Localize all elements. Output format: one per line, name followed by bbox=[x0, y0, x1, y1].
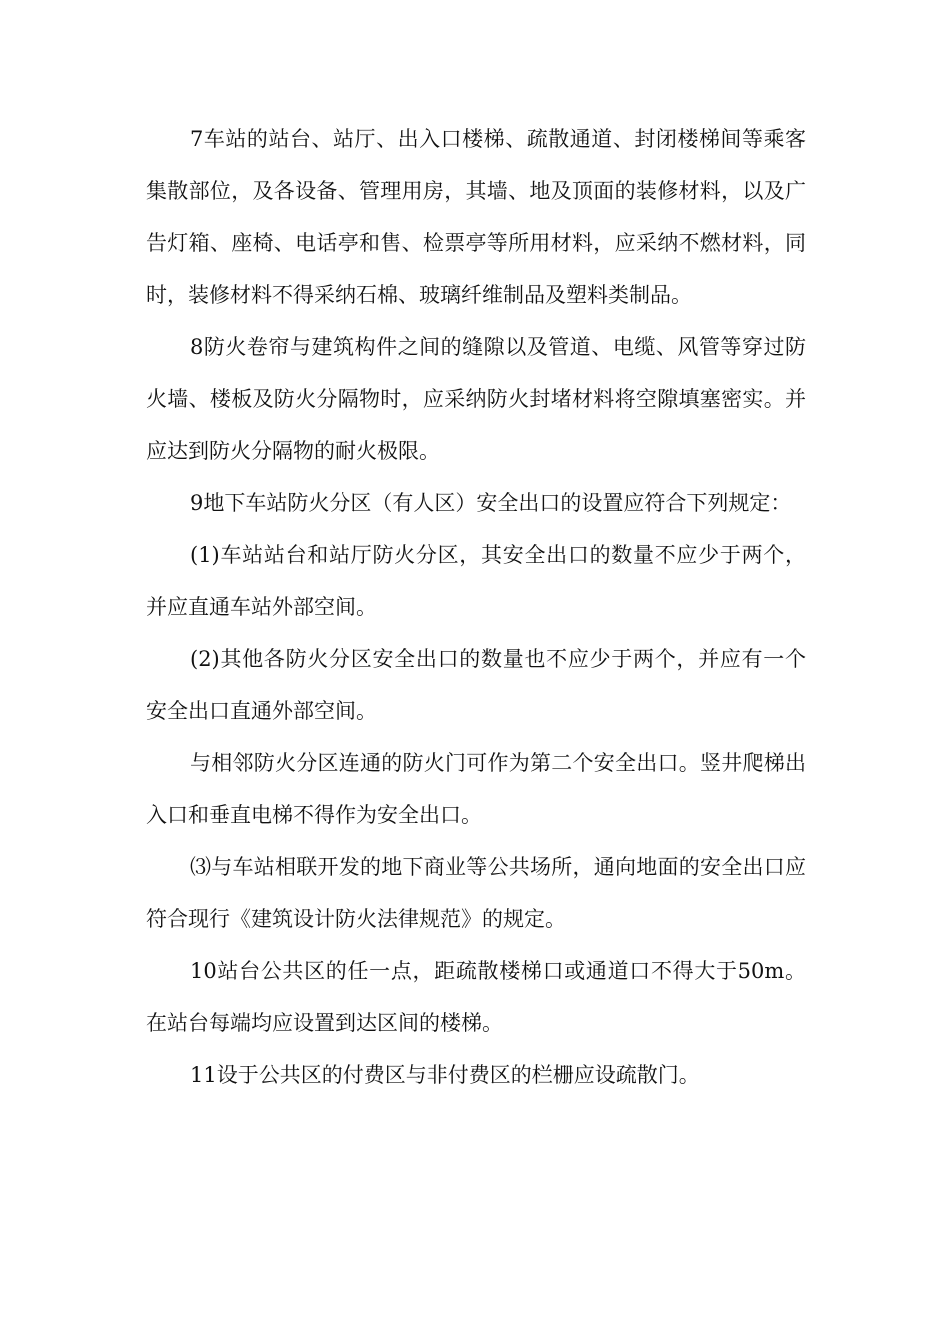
paragraph-9-item-3: ⑶与车站相联开发的地下商业等公共场所，通向地面的安全出口应符合现行《建筑设计防火法律规范》的规定。 bbox=[146, 855, 806, 931]
paragraph-9-item-2: (2)其他各防火分区安全出口的数量也不应少于两个，并应有一个安全出口直通外部空间。 bbox=[146, 647, 806, 723]
paragraph-10-evacuation-distance: 10站台公共区的任一点，距疏散楼梯口或通道口不得大于50m。在站台每端均应设置到达区间的楼梯。 bbox=[146, 959, 806, 1035]
paragraph-9-safety-exits: 9地下车站防火分区（有人区）安全出口的设置应符合下列规定： bbox=[190, 491, 792, 515]
paragraph-9-item-1: (1)车站站台和站厅防火分区，其安全出口的数量不应少于两个，并应直通车站外部空间。 bbox=[146, 543, 806, 619]
paragraph-9-item-2-note: 与相邻防火分区连通的防火门可作为第二个安全出口。竖井爬梯出入口和垂直电梯不得作为安全出口。 bbox=[146, 751, 806, 827]
document-body bbox=[146, 113, 806, 1101]
paragraph-7-decoration-materials: 7车站的站台、站厅、出入口楼梯、疏散通道、封闭楼梯间等乘客集散部位，及各设备、管理用房，其墙、地及顶面的装修材料，以及广告灯箱、座椅、电话亭和售、检票亭等所用材料，应采纳不燃材料，同时，装修材料不得采纳石棉、玻璃纤维制品及塑料类制品。 bbox=[146, 127, 806, 307]
paragraph-8-fire-sealing: 8防火卷帘与建筑构件之间的缝隙以及管道、电缆、风管等穿过防火墙、楼板及防火分隔物时，应采纳防火封堵材料将空隙填塞密实。并应达到防火分隔物的耐火极限。 bbox=[146, 335, 806, 463]
paragraph-11-evacuation-doors: 11设于公共区的付费区与非付费区的栏栅应设疏散门。 bbox=[190, 1063, 700, 1087]
